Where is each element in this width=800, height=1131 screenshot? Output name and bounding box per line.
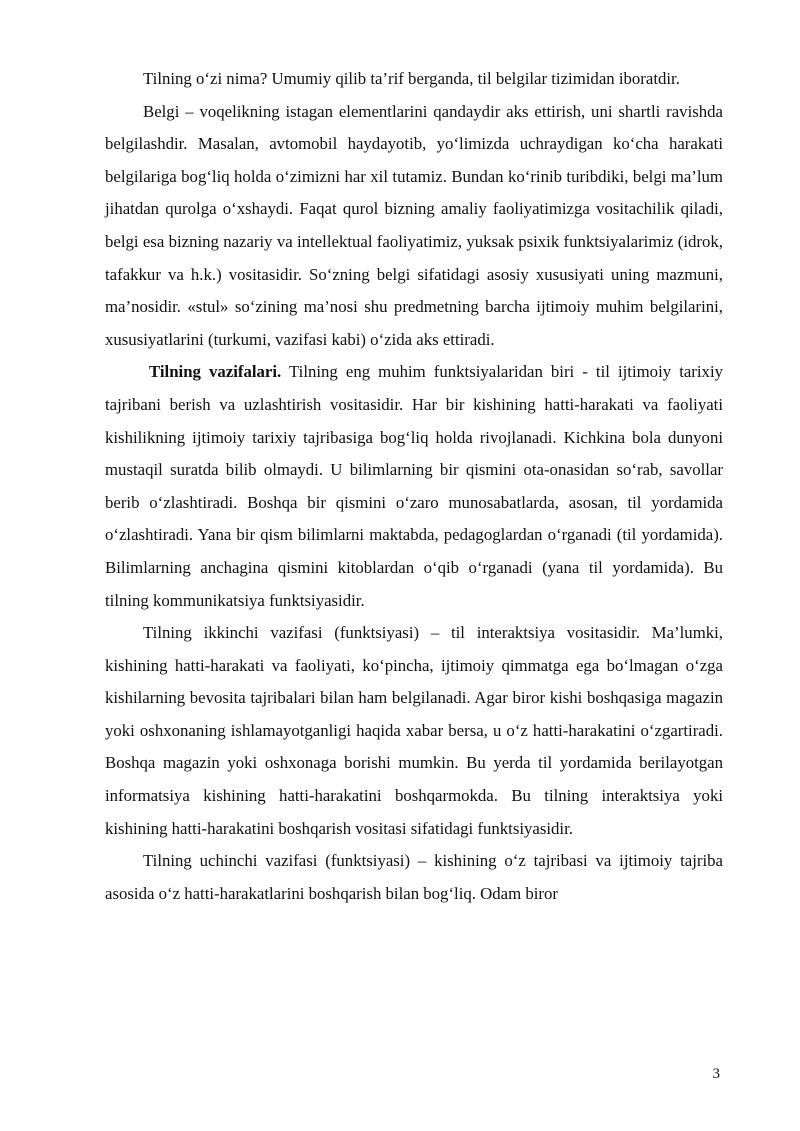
section-heading-tilning-vazifalari: Tilning vazifalari. — [149, 362, 282, 382]
paragraph-5 — [105, 845, 723, 910]
paragraph-3-text: Tilning eng muhim funktsiyalaridan biri - til ijtimoiy tarixiy tajribani berish va uzlashtirish vositasidir. Har bir kishining hatti-harakati va faoliyati kishilikning ijtimoiy tarixiy tajribasiga bog‘liq holda rivojlanadi. Kichkina bola dunyoni mustaqil suratda bilib olmaydi. U bilimlarning bir qismini ota-onasidan so‘rab, savollar berib o‘zlashtiradi. Boshqa bir qismini o‘zaro munosabatlarda, asosan, til yordamida o‘zlashtiradi. Yana bir qism bilimlarni maktabda, pedagoglardan o‘rganadi (til yordamida). Bilimlarning anchagina qismini kitoblardan o‘qib o‘rganadi (yana til yordamida). Bu tilning kommunikatsiya funktsiyasidir. — [105, 362, 723, 610]
page-number: 3 — [712, 1066, 720, 1082]
document-page — [105, 63, 723, 910]
paragraph-2-text: Belgi – voqelikning istagan elementlarini qandaydir aks ettirish, uni shartli ravishda belgilashdir. Masalan, avtomobil haydayotib, yo‘limizda uchraydigan ko‘cha harakati belgilariga bog‘liq holda o‘zimizni har xil tutamiz. Bundan ko‘rinib turibdiki, belgi ma’lum jihatdan qurolga o‘xshaydi. Faqat qurol bizning amaliy faoliyatimizga vositachilik qiladi, belgi esa bizning nazariy va intellektual faoliyatimiz, yuksak psixik funktsiyalarimiz (idrok, tafakkur va h.k.) vositasidir. So‘zning belgi sifatidagi asosiy xususiyati uning mazmuni, ma’nosidir. «stul» so‘zining ma’nosi shu predmetning barcha ijtimoiy muhim belgilarini, xususiyatlarini (turkumi, vazifasi kabi) o‘zida aks ettiradi. — [105, 101, 723, 349]
paragraph-5-text: Tilning uchinchi vazifasi (funktsiyasi) – kishining o‘z tajribasi va ijtimoiy tajriba asosida o‘z hatti-harakatlarini boshqarish bilan bog‘liq. Odam biror — [105, 851, 723, 903]
paragraph-1 — [105, 63, 723, 96]
paragraph-4-text: Tilning ikkinchi vazifasi (funktsiyasi) – til interaktsiya vositasidir. Ma’lumki, kishining hatti-harakati va faoliyati, ko‘pincha, ijtimoiy qimmatga ega bo‘lmagan o‘zga kishilarning bevosita tajribalari bilan ham belgilanadi. Agar biror kishi boshqasiga magazin yoki oshxonaning ishlamayotganligi haqida xabar bersa, u o‘z hatti-harakatini o‘zgartiradi. Boshqa magazin yoki oshxonaga borishi mumkin. Bu yerda til yordamida berilayotgan informatsiya kishining hatti-harakatini boshqarmokda. Bu tilning interaktsiya yoki kishining hatti-harakatini boshqarish vositasi sifatidagi funktsiyasidir. — [105, 623, 723, 838]
paragraph-1-text: Tilning o‘zi nima? Umumiy qilib ta’rif berganda, til belgilar tizimidan iboratdir. — [143, 69, 680, 88]
paragraph-2 — [105, 96, 723, 357]
paragraph-4 — [105, 617, 723, 845]
paragraph-3 — [105, 356, 723, 617]
